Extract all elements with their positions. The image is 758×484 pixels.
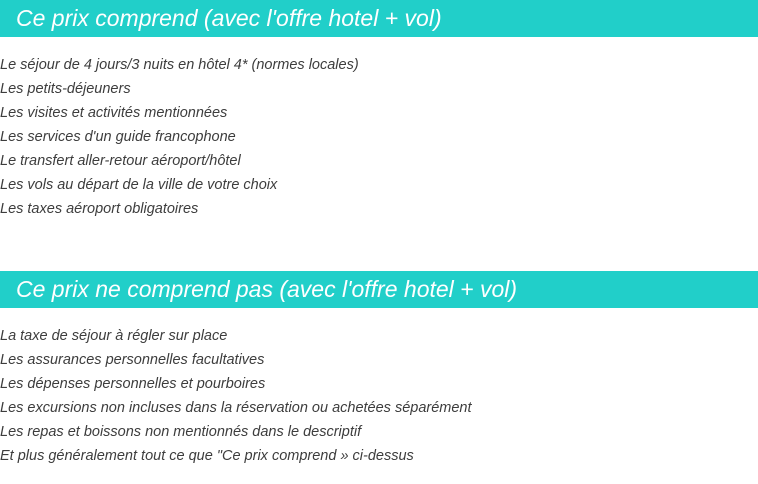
list-item: Les taxes aéroport obligatoires — [0, 201, 199, 217]
list-item: Les vols au départ de la ville de votre choix — [0, 177, 278, 193]
section-header-includes: Ce prix comprend (avec l'offre hotel + vol) — [0, 0, 758, 37]
list-item: Les dépenses personnelles et pourboires — [0, 376, 266, 392]
list-item: Le séjour de 4 jours/3 nuits en hôtel 4* (normes locales) — [0, 57, 359, 73]
list-item: Et plus généralement tout ce que "Ce prix comprend » ci-dessus — [0, 448, 414, 464]
list-item: La taxe de séjour à régler sur place — [0, 328, 228, 344]
list-item: Les services d'un guide francophone — [0, 129, 236, 145]
list-item: Les visites et activités mentionnées — [0, 105, 228, 121]
list-item: Les repas et boissons non mentionnés dans le descriptif — [0, 424, 362, 440]
list-item: Les assurances personnelles facultatives — [0, 352, 265, 368]
list-item: Les excursions non incluses dans la réservation ou achetées séparément — [0, 400, 472, 416]
list-item: Les petits-déjeuners — [0, 81, 131, 97]
includes-list — [0, 53, 359, 221]
excludes-list — [0, 324, 472, 468]
section-header-excludes: Ce prix ne comprend pas (avec l'offre hotel + vol) — [0, 271, 758, 308]
list-item: Le transfert aller-retour aéroport/hôtel — [0, 153, 241, 169]
